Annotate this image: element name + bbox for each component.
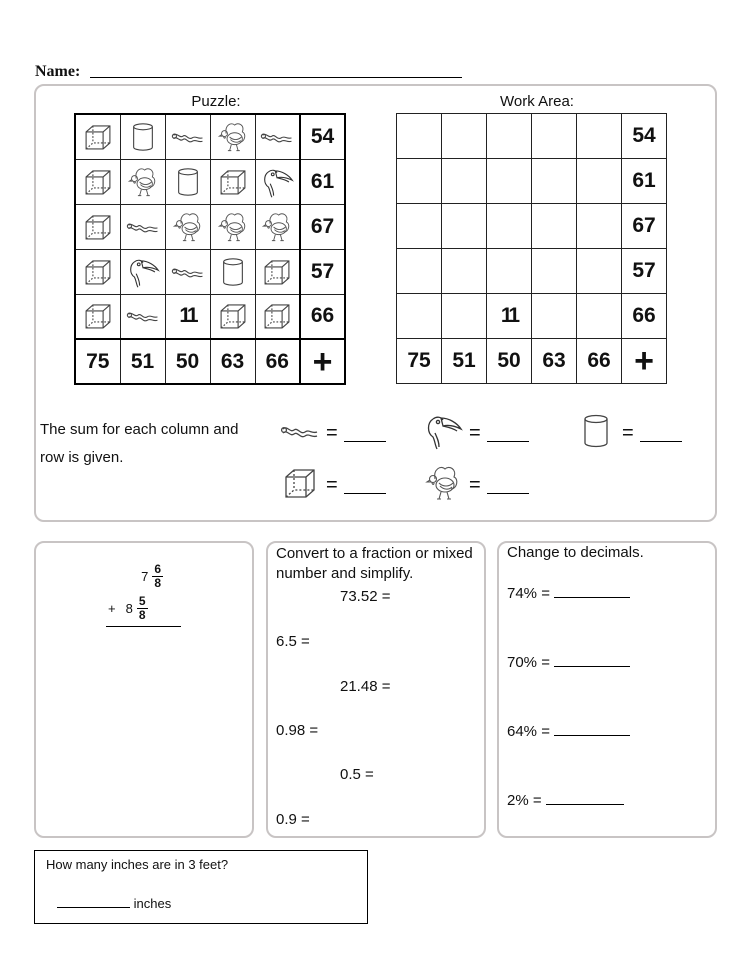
decimal-answer-1[interactable] xyxy=(554,583,630,598)
puzzle-grid xyxy=(74,113,346,385)
cube-icon xyxy=(75,159,120,204)
work-area-grid xyxy=(396,113,667,384)
plus-sign: + xyxy=(108,601,116,616)
equals-sign: = xyxy=(622,422,634,444)
work-cell[interactable] xyxy=(487,159,532,204)
row-sum: 67 xyxy=(622,204,667,249)
work-cell[interactable] xyxy=(397,159,442,204)
work-cell[interactable] xyxy=(487,114,532,159)
turkey-icon xyxy=(421,463,465,508)
turkey-icon xyxy=(165,204,210,249)
cube-icon xyxy=(210,294,255,339)
inches-answer-line[interactable] xyxy=(57,893,130,908)
convert-item-1: 73.52 = xyxy=(340,588,391,605)
row-sum: 61 xyxy=(622,159,667,204)
inches-unit: inches xyxy=(133,896,172,911)
legend-answer-blank[interactable] xyxy=(487,477,529,494)
convert-title: Convert to a fraction or mixed number and simplify. xyxy=(276,545,473,582)
cylinder-icon xyxy=(165,159,210,204)
worm-icon xyxy=(165,249,210,294)
worm-icon xyxy=(120,204,165,249)
worm-icon xyxy=(255,114,300,159)
inches-question: How many inches are in 3 feet? xyxy=(46,857,229,872)
legend-cylinder xyxy=(574,411,682,456)
puzzle-row xyxy=(75,249,345,294)
work-cell[interactable] xyxy=(577,249,622,294)
cube-icon xyxy=(278,463,322,508)
decimals-title: Change to decimals. xyxy=(507,544,644,561)
decimal-answer-2[interactable] xyxy=(554,652,630,667)
puzzle-row xyxy=(75,204,345,249)
legend-answer-blank[interactable] xyxy=(344,425,386,442)
work-cell[interactable] xyxy=(397,249,442,294)
work-cell[interactable] xyxy=(532,114,577,159)
fraction-1 xyxy=(152,563,163,590)
cube-icon xyxy=(255,249,300,294)
legend-answer-blank[interactable] xyxy=(344,477,386,494)
work-row xyxy=(397,249,667,294)
work-cell[interactable] xyxy=(577,114,622,159)
column-sum: 51 xyxy=(120,339,165,384)
fraction-2 xyxy=(137,595,148,622)
column-sum: 50 xyxy=(165,339,210,384)
cube-icon xyxy=(75,294,120,339)
puzzle-title: Puzzle: xyxy=(191,93,241,110)
column-sum: 66 xyxy=(255,339,300,384)
cube-icon xyxy=(75,249,120,294)
given-value: 11 xyxy=(487,294,532,339)
work-row xyxy=(397,204,667,249)
row-sum: 57 xyxy=(622,249,667,294)
convert-item-4: 0.98 = xyxy=(276,722,319,739)
puzzle-row xyxy=(75,114,345,159)
given-value: 11 xyxy=(165,294,210,339)
legend-toucan xyxy=(421,411,529,456)
work-cell[interactable] xyxy=(397,294,442,339)
answer-line[interactable] xyxy=(106,626,181,627)
plus-icon: + xyxy=(300,339,345,384)
decimal-item-2 xyxy=(507,652,630,671)
turkey-icon xyxy=(210,204,255,249)
legend-worm xyxy=(278,411,386,456)
worm-icon xyxy=(278,411,322,456)
work-cell[interactable] xyxy=(532,294,577,339)
column-sum: 75 xyxy=(75,339,120,384)
decimal-label-1: 74% = xyxy=(507,585,550,602)
work-row xyxy=(397,114,667,159)
addition-problem xyxy=(100,563,185,627)
work-row xyxy=(397,294,667,339)
work-cell[interactable] xyxy=(577,294,622,339)
decimal-label-2: 70% = xyxy=(507,654,550,671)
work-row xyxy=(397,159,667,204)
column-sum: 66 xyxy=(577,339,622,384)
work-cell[interactable] xyxy=(442,249,487,294)
work-cell[interactable] xyxy=(442,159,487,204)
work-cell[interactable] xyxy=(532,159,577,204)
toucan-icon xyxy=(120,249,165,294)
cube-icon xyxy=(75,114,120,159)
equals-sign: = xyxy=(469,474,481,496)
equals-sign: = xyxy=(326,422,338,444)
worm-icon xyxy=(120,294,165,339)
instructions-text: The sum for each column and row is given. xyxy=(40,421,239,466)
column-sum: 63 xyxy=(532,339,577,384)
equals-sign: = xyxy=(469,422,481,444)
legend-answer-blank[interactable] xyxy=(487,425,529,442)
cylinder-icon xyxy=(210,249,255,294)
legend-turkey xyxy=(421,463,529,508)
turkey-icon xyxy=(120,159,165,204)
column-sum: 75 xyxy=(397,339,442,384)
cylinder-icon xyxy=(120,114,165,159)
cube-icon xyxy=(255,294,300,339)
decimal-item-1 xyxy=(507,583,630,602)
decimal-label-3: 64% = xyxy=(507,723,550,740)
decimal-answer-4[interactable] xyxy=(546,790,624,805)
work-cell[interactable] xyxy=(487,249,532,294)
row-sum: 54 xyxy=(622,114,667,159)
row-sum: 66 xyxy=(622,294,667,339)
numerator-2: 5 xyxy=(138,594,146,608)
work-area-title: Work Area: xyxy=(500,93,574,110)
toucan-icon xyxy=(255,159,300,204)
work-cell[interactable] xyxy=(487,204,532,249)
numerator-1: 6 xyxy=(154,562,161,576)
convert-item-3: 21.48 = xyxy=(340,678,391,695)
work-cell[interactable] xyxy=(442,294,487,339)
work-cell[interactable] xyxy=(577,204,622,249)
work-cell[interactable] xyxy=(442,204,487,249)
row-sum: 67 xyxy=(300,204,345,249)
row-sum: 54 xyxy=(300,114,345,159)
equals-sign: = xyxy=(326,474,338,496)
row-sum: 61 xyxy=(300,159,345,204)
work-cell[interactable] xyxy=(577,159,622,204)
turkey-icon xyxy=(210,114,255,159)
work-cell[interactable] xyxy=(397,204,442,249)
cube-icon xyxy=(210,159,255,204)
decimal-label-4: 2% = xyxy=(507,792,542,809)
decimal-answer-3[interactable] xyxy=(554,721,630,736)
work-cell[interactable] xyxy=(532,249,577,294)
column-sum: 50 xyxy=(487,339,532,384)
worm-icon xyxy=(165,114,210,159)
convert-item-5: 0.5 = xyxy=(340,766,374,783)
work-cell[interactable] xyxy=(442,114,487,159)
column-sum-row xyxy=(75,339,345,384)
denominator-1: 8 xyxy=(154,576,161,590)
column-sum-row xyxy=(397,339,667,384)
row-sum: 57 xyxy=(300,249,345,294)
inches-answer xyxy=(57,893,171,911)
work-cell[interactable] xyxy=(532,204,577,249)
plus-icon: + xyxy=(622,339,667,384)
column-sum: 63 xyxy=(210,339,255,384)
column-sum: 51 xyxy=(442,339,487,384)
toucan-icon xyxy=(421,411,465,456)
puzzle-row xyxy=(75,294,345,339)
name-label: Name: xyxy=(35,63,81,80)
work-cell[interactable] xyxy=(397,114,442,159)
legend-answer-blank[interactable] xyxy=(640,425,682,442)
denominator-2: 8 xyxy=(138,608,146,622)
decimal-item-4 xyxy=(507,790,624,809)
name-line[interactable] xyxy=(90,77,462,78)
decimal-item-3 xyxy=(507,721,630,740)
whole-1: 7 xyxy=(141,569,149,584)
row-sum: 66 xyxy=(300,294,345,339)
whole-2: 8 xyxy=(125,601,133,616)
puzzle-row xyxy=(75,159,345,204)
cylinder-icon xyxy=(574,411,618,456)
convert-item-2: 6.5 = xyxy=(276,633,310,650)
cube-icon xyxy=(75,204,120,249)
turkey-icon xyxy=(255,204,300,249)
legend-cube xyxy=(278,463,386,508)
convert-item-6: 0.9 = xyxy=(276,811,310,828)
